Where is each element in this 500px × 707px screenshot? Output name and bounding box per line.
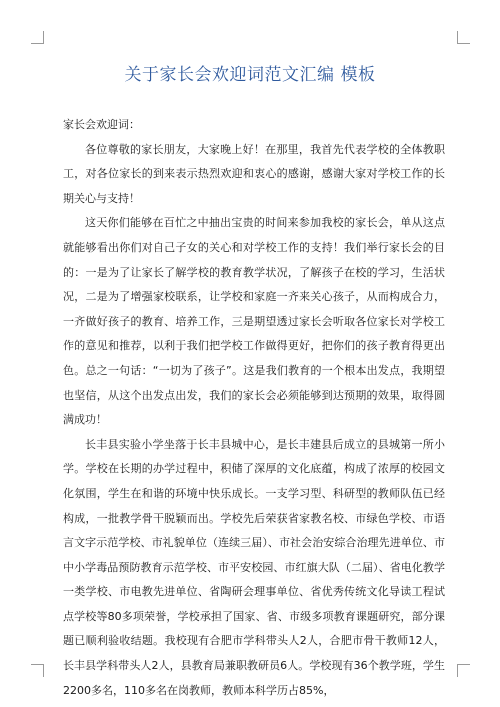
paragraph-meeting-purpose: 这天你们能够在百忙之中抽出宝贵的时间来参加我校的家长会，单从这点就能够看出你们对自己子女的关心和对学校工作的支持！我们举行家长会的目的：一是为了让家长了解学校的教育教学状况，了解孩子在校的学习，生活状况，二是为了增强家校联系，让学校和家庭一齐来关心孩子，从而构成合力，一齐做好孩子的教育、培养工作，三是期望透过家长会听取各位家长对学校工作的意见和推荐，以利于我们把学校工作做得更好，把你们的孩子教育得更出色。总之一句话：“一切为了孩子”。这是我们教育的一个根本出发点，我期望也坚信，从这个出发点出发，我们的家长会必须能够到达预期的效果，取得圆满成功！ [63,216,445,427]
salutation: 家长会欢迎词： [63,118,140,131]
crop-mark-top-right [457,31,470,44]
paragraph-welcome: 各位尊敬的家长朋友，大家晚上好！在那里，我首先代表学校的全体教职工，对各位家长的到来表示热烈欢迎和衷心的感谢，感谢大家对学校工作的长期关心与支持！ [63,142,445,205]
document-title: 关于家长会欢迎词范文汇编 模板 [124,65,376,85]
paragraph-school-intro: 长丰县实验小学坐落于长丰县城中心，是长丰建县后成立的县城第一所小学。学校在长期的办学过程中，积储了深厚的文化底蕴，构成了浓厚的校园文化氛围，学生在和谐的环境中快乐成长。一支学习型、科研型的教师队伍已经构成，一批教学骨干脱颖而出。学校先后荣获省家教名校、市绿色学校、市语言文字示范学校、市礼貌单位（连续三届）、市社会治安综合治理先进单位、市中小学毒品预防教育示范学校、市平安校园、市红旗大队（二届）、省电化教学一类学校、市电教先进单位、省陶研会理事单位、省优秀传统文化导读工程试点学校等80多项荣誉，学校承担了国家、省、市级多项教育课题研究，部分课题已顺利验收结题。我校现有合肥市学科带头人2人，合肥市骨干教师12人，长丰县学科带头人2人，县教育局兼职教研员6人。学校现有36个教学班，学生2200多名，110多名在岗教师，教师本科学历占85%， [63,437,445,697]
crop-mark-bottom-right [457,664,470,677]
crop-mark-top-left [31,31,44,44]
crop-mark-bottom-left [31,664,44,677]
document-body [63,113,445,703]
